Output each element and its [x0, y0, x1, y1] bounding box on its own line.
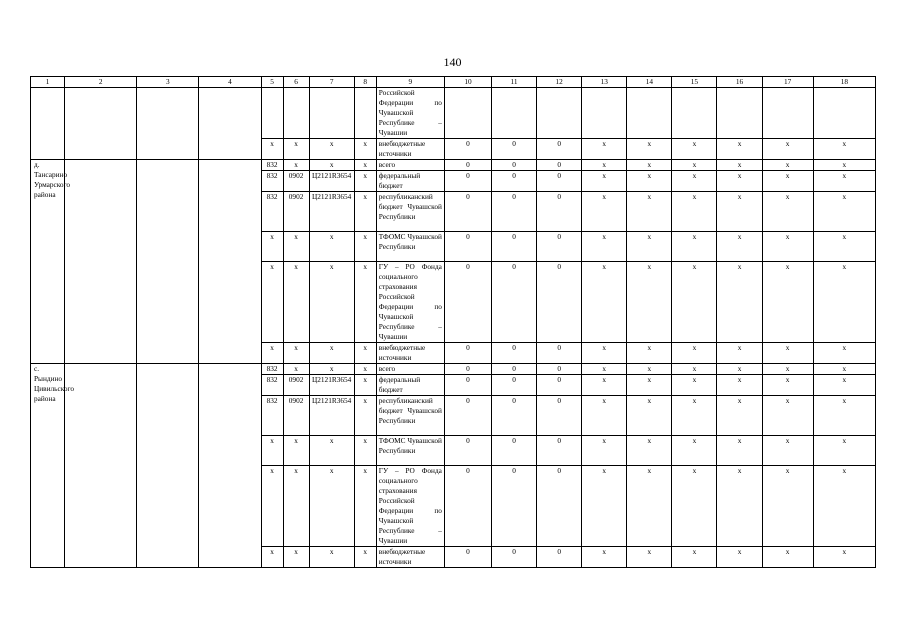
table-body	[31, 77, 876, 568]
value-cell: х	[582, 192, 627, 232]
funding-source-cell: внебюджетные источники	[376, 343, 444, 364]
target-article-cell: х	[309, 364, 354, 375]
funding-source-cell: республиканский бюджет Чувашской Республики	[376, 192, 444, 232]
target-article-cell	[309, 88, 354, 139]
value-cell: 0	[492, 232, 537, 262]
target-article-cell: Ц2121R3654	[309, 396, 354, 436]
value-cell: х	[762, 343, 813, 364]
value-cell: х	[717, 139, 762, 160]
value-cell: х	[813, 262, 875, 343]
value-cell: х	[813, 364, 875, 375]
value-cell: х	[672, 547, 717, 568]
funding-source-cell: федеральный бюджет	[376, 171, 444, 192]
value-cell: х	[717, 343, 762, 364]
section-cell: х	[283, 160, 309, 171]
value-cell: х	[672, 436, 717, 466]
value-cell: х	[717, 375, 762, 396]
value-cell: х	[813, 436, 875, 466]
grbs-cell: 832	[261, 364, 283, 375]
target-article-cell: х	[309, 343, 354, 364]
target-article-cell: х	[309, 436, 354, 466]
empty-cell	[199, 364, 261, 568]
value-cell: х	[717, 547, 762, 568]
funding-source-cell: ТФОМС Чувашской Республики	[376, 232, 444, 262]
value-cell: 0	[444, 375, 491, 396]
value-cell: х	[813, 139, 875, 160]
value-cell: х	[813, 375, 875, 396]
value-cell: х	[762, 139, 813, 160]
value-cell: 0	[444, 466, 491, 547]
expense-type-cell: х	[354, 160, 376, 171]
grbs-cell: х	[261, 466, 283, 547]
value-cell: х	[813, 547, 875, 568]
value-cell: х	[672, 192, 717, 232]
target-article-cell: х	[309, 262, 354, 343]
value-cell: 0	[444, 396, 491, 436]
value-cell	[717, 88, 762, 139]
section-cell: х	[283, 436, 309, 466]
value-cell: х	[627, 160, 672, 171]
header-cell: 6	[283, 77, 309, 88]
table-row	[31, 364, 876, 375]
target-article-cell: х	[309, 547, 354, 568]
value-cell: х	[582, 139, 627, 160]
value-cell: х	[582, 171, 627, 192]
value-cell: 0	[537, 232, 582, 262]
object-name	[31, 88, 65, 160]
value-cell: х	[762, 396, 813, 436]
value-cell: 0	[537, 466, 582, 547]
funding-source-cell: республиканский бюджет Чувашской Республики	[376, 396, 444, 436]
value-cell: х	[582, 375, 627, 396]
header-cell: 3	[137, 77, 199, 88]
value-cell: х	[813, 396, 875, 436]
value-cell: х	[672, 375, 717, 396]
value-cell: х	[627, 466, 672, 547]
target-article-cell: Ц2121R3654	[309, 375, 354, 396]
target-article-cell: х	[309, 232, 354, 262]
header-cell: 8	[354, 77, 376, 88]
grbs-cell	[261, 88, 283, 139]
target-article-cell: Ц2121R3654	[309, 192, 354, 232]
section-cell: 0902	[283, 375, 309, 396]
section-cell: х	[283, 139, 309, 160]
value-cell: х	[582, 396, 627, 436]
grbs-cell: х	[261, 262, 283, 343]
value-cell: 0	[492, 375, 537, 396]
expense-type-cell	[354, 88, 376, 139]
value-cell: х	[672, 364, 717, 375]
grbs-cell: 832	[261, 171, 283, 192]
value-cell: х	[672, 171, 717, 192]
value-cell: х	[717, 436, 762, 466]
expense-type-cell: х	[354, 262, 376, 343]
grbs-cell: 832	[261, 396, 283, 436]
value-cell: х	[627, 262, 672, 343]
expense-type-cell: х	[354, 171, 376, 192]
value-cell: 0	[444, 171, 491, 192]
expense-type-cell: х	[354, 343, 376, 364]
target-article-cell: х	[309, 139, 354, 160]
value-cell: х	[813, 466, 875, 547]
expense-type-cell: х	[354, 139, 376, 160]
value-cell: х	[627, 396, 672, 436]
value-cell: 0	[444, 436, 491, 466]
table-row	[31, 88, 876, 139]
value-cell: х	[627, 375, 672, 396]
value-cell: х	[717, 171, 762, 192]
value-cell: х	[672, 466, 717, 547]
value-cell: 0	[537, 547, 582, 568]
value-cell: 0	[492, 139, 537, 160]
value-cell: х	[717, 262, 762, 343]
header-cell: 7	[309, 77, 354, 88]
value-cell: х	[627, 139, 672, 160]
value-cell: 0	[444, 262, 491, 343]
value-cell	[492, 88, 537, 139]
grbs-cell: х	[261, 436, 283, 466]
value-cell: 0	[537, 262, 582, 343]
header-row	[31, 77, 876, 88]
empty-cell	[65, 160, 137, 364]
section-cell: х	[283, 232, 309, 262]
funding-source-cell: всего	[376, 160, 444, 171]
value-cell: 0	[444, 192, 491, 232]
value-cell: х	[627, 171, 672, 192]
funding-source-cell: ГУ – РО Фонда социального страхования Российской Федерации по Чувашской Республике – Чувашии	[376, 262, 444, 343]
grbs-cell: х	[261, 343, 283, 364]
funding-source-cell: ГУ – РО Фонда социального страхования Российской Федерации по Чувашской Республике – Чувашии	[376, 466, 444, 547]
value-cell: 0	[492, 262, 537, 343]
value-cell	[672, 88, 717, 139]
value-cell: 0	[492, 364, 537, 375]
value-cell: х	[717, 466, 762, 547]
value-cell: х	[813, 171, 875, 192]
funding-source-cell: всего	[376, 364, 444, 375]
value-cell: х	[762, 171, 813, 192]
section-cell: 0902	[283, 192, 309, 232]
grbs-cell: 832	[261, 160, 283, 171]
expense-type-cell: х	[354, 192, 376, 232]
value-cell: х	[582, 262, 627, 343]
value-cell: 0	[492, 436, 537, 466]
header-cell: 1	[31, 77, 65, 88]
header-cell: 5	[261, 77, 283, 88]
value-cell: 0	[537, 375, 582, 396]
value-cell: х	[762, 375, 813, 396]
value-cell: х	[627, 232, 672, 262]
value-cell: х	[813, 160, 875, 171]
value-cell: 0	[537, 343, 582, 364]
header-cell: 14	[627, 77, 672, 88]
section-cell: х	[283, 466, 309, 547]
funding-source-cell: ТФОМС Чувашской Республики	[376, 436, 444, 466]
budget-table	[30, 76, 876, 568]
grbs-cell: 832	[261, 192, 283, 232]
expense-type-cell: х	[354, 547, 376, 568]
value-cell: х	[717, 364, 762, 375]
section-cell	[283, 88, 309, 139]
value-cell: 0	[444, 139, 491, 160]
section-cell: 0902	[283, 396, 309, 436]
value-cell: 0	[444, 232, 491, 262]
value-cell: х	[672, 396, 717, 436]
value-cell: х	[582, 364, 627, 375]
value-cell: х	[762, 436, 813, 466]
value-cell: х	[582, 436, 627, 466]
value-cell: 0	[537, 192, 582, 232]
header-cell: 11	[492, 77, 537, 88]
value-cell: х	[627, 547, 672, 568]
value-cell: х	[672, 160, 717, 171]
value-cell	[813, 88, 875, 139]
value-cell: 0	[492, 396, 537, 436]
grbs-cell: 832	[261, 375, 283, 396]
expense-type-cell: х	[354, 466, 376, 547]
value-cell: 0	[537, 139, 582, 160]
empty-cell	[137, 88, 199, 160]
value-cell: х	[762, 262, 813, 343]
value-cell: 0	[444, 160, 491, 171]
value-cell: 0	[537, 160, 582, 171]
value-cell: х	[627, 192, 672, 232]
empty-cell	[137, 364, 199, 568]
value-cell: х	[717, 232, 762, 262]
value-cell: 0	[492, 160, 537, 171]
value-cell: 0	[537, 436, 582, 466]
value-cell: 0	[444, 343, 491, 364]
value-cell: х	[582, 547, 627, 568]
header-cell: 12	[537, 77, 582, 88]
target-article-cell: х	[309, 160, 354, 171]
section-cell: х	[283, 364, 309, 375]
empty-cell	[199, 160, 261, 364]
header-cell: 13	[582, 77, 627, 88]
target-article-cell: Ц2121R3654	[309, 171, 354, 192]
value-cell: х	[582, 160, 627, 171]
empty-cell	[65, 364, 137, 568]
value-cell: х	[672, 343, 717, 364]
funding-source-cell: Российской Федерации по Чувашской Республике – Чувашии	[376, 88, 444, 139]
object-name: с. Рындино Цивильского района	[31, 364, 65, 568]
value-cell: х	[672, 139, 717, 160]
page-number: 140	[443, 55, 462, 69]
table-row	[31, 160, 876, 171]
value-cell	[444, 88, 491, 139]
value-cell: х	[762, 232, 813, 262]
value-cell: 0	[537, 364, 582, 375]
value-cell	[627, 88, 672, 139]
funding-source-cell: федеральный бюджет	[376, 375, 444, 396]
section-cell: х	[283, 547, 309, 568]
value-cell: 0	[537, 171, 582, 192]
header-cell: 16	[717, 77, 762, 88]
value-cell	[762, 88, 813, 139]
section-cell: х	[283, 343, 309, 364]
value-cell: х	[762, 192, 813, 232]
empty-cell	[199, 88, 261, 160]
expense-type-cell: х	[354, 396, 376, 436]
expense-type-cell: х	[354, 364, 376, 375]
value-cell: х	[762, 160, 813, 171]
grbs-cell: х	[261, 547, 283, 568]
value-cell: 0	[492, 547, 537, 568]
value-cell: х	[717, 160, 762, 171]
value-cell: х	[582, 466, 627, 547]
value-cell: х	[813, 192, 875, 232]
section-cell: х	[283, 262, 309, 343]
value-cell: 0	[444, 547, 491, 568]
object-name: д. Тансарино Урмарского района	[31, 160, 65, 364]
value-cell: х	[717, 396, 762, 436]
value-cell: х	[813, 343, 875, 364]
value-cell: х	[717, 192, 762, 232]
value-cell: 0	[537, 396, 582, 436]
value-cell: х	[627, 436, 672, 466]
value-cell: 0	[444, 364, 491, 375]
section-cell: 0902	[283, 171, 309, 192]
expense-type-cell: х	[354, 232, 376, 262]
value-cell: х	[672, 262, 717, 343]
header-cell: 9	[376, 77, 444, 88]
value-cell: х	[582, 343, 627, 364]
value-cell: 0	[492, 171, 537, 192]
value-cell: х	[762, 466, 813, 547]
grbs-cell: х	[261, 232, 283, 262]
header-cell: 15	[672, 77, 717, 88]
value-cell: 0	[492, 343, 537, 364]
value-cell: 0	[492, 192, 537, 232]
target-article-cell: х	[309, 466, 354, 547]
value-cell: х	[672, 232, 717, 262]
value-cell: х	[582, 232, 627, 262]
grbs-cell: х	[261, 139, 283, 160]
header-cell: 18	[813, 77, 875, 88]
funding-source-cell: внебюджетные источники	[376, 547, 444, 568]
header-cell: 4	[199, 77, 261, 88]
value-cell: 0	[492, 466, 537, 547]
empty-cell	[137, 160, 199, 364]
empty-cell	[65, 88, 137, 160]
header-cell: 2	[65, 77, 137, 88]
value-cell: х	[627, 364, 672, 375]
header-cell: 17	[762, 77, 813, 88]
value-cell: х	[762, 364, 813, 375]
value-cell	[582, 88, 627, 139]
funding-source-cell: внебюджетные источники	[376, 139, 444, 160]
value-cell: х	[762, 547, 813, 568]
value-cell: х	[627, 343, 672, 364]
expense-type-cell: х	[354, 436, 376, 466]
header-cell: 10	[444, 77, 491, 88]
expense-type-cell: х	[354, 375, 376, 396]
value-cell	[537, 88, 582, 139]
value-cell: х	[813, 232, 875, 262]
